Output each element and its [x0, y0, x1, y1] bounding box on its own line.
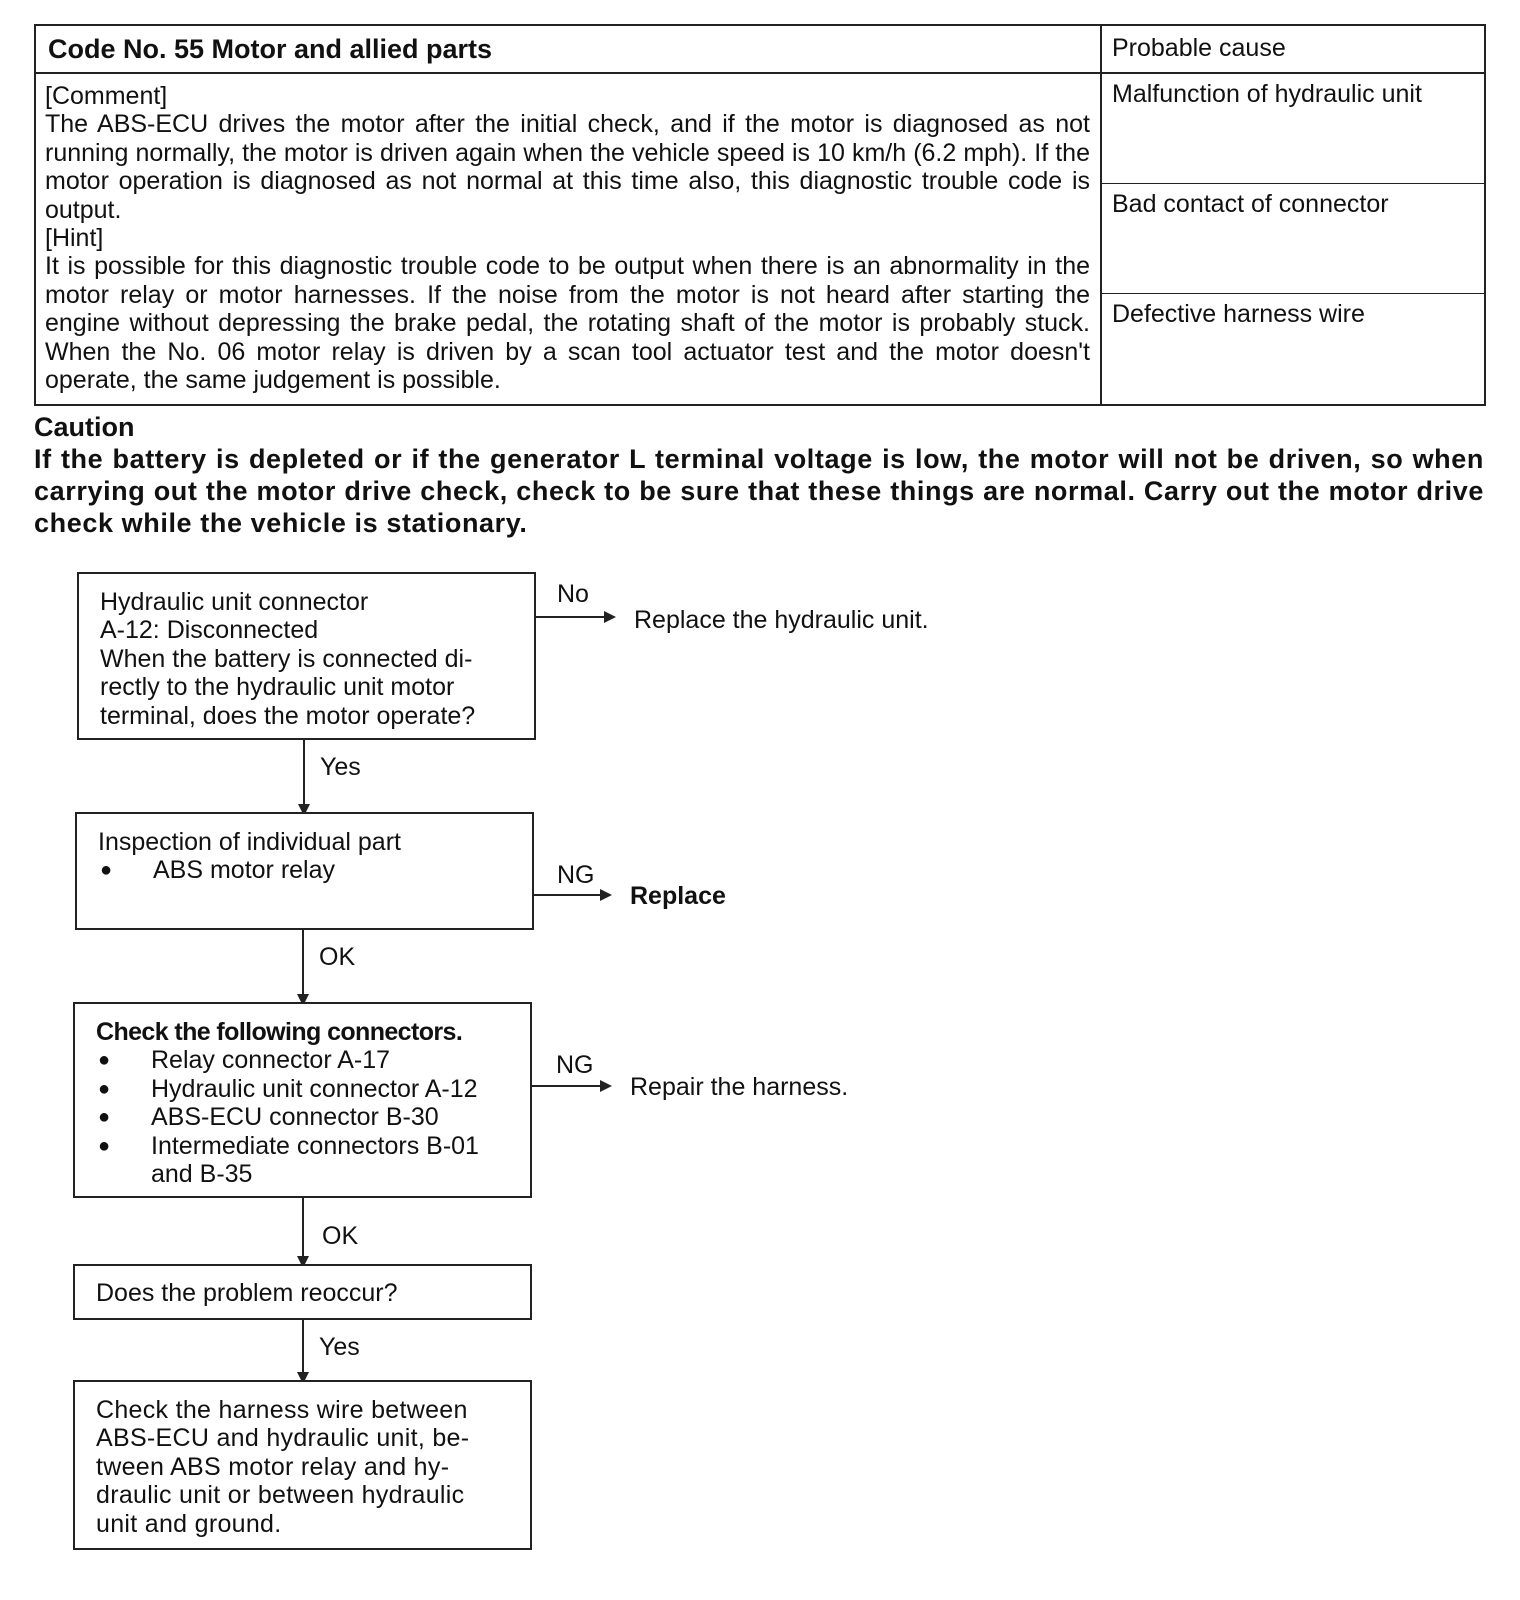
probable-cause-item: Defective harness wire [1112, 300, 1365, 328]
step1-no-result: Replace the hydraulic unit. [634, 606, 929, 634]
step5-line: draulic unit or between hydraulic [96, 1481, 465, 1510]
step5-line: ABS-ECU and hydraulic unit, be- [96, 1424, 470, 1453]
step2-box [75, 812, 534, 930]
step5-box [73, 1380, 532, 1550]
diagnostic-table [34, 24, 1486, 406]
hint-heading: [Hint] [45, 224, 104, 253]
step1-yes-arrow [303, 740, 305, 812]
probable-cause-item: Bad contact of connector [1102, 184, 1484, 294]
step4-yes-label: Yes [319, 1333, 360, 1361]
step3-title: Check the following connectors. [96, 1018, 463, 1046]
step3-ng-arrow [532, 1085, 608, 1087]
step2-item: ● ABS motor relay [98, 856, 518, 884]
comment-cell [36, 74, 1102, 404]
step2-ng-arrow [534, 894, 608, 896]
step5-line: unit and ground. [96, 1509, 282, 1538]
step4-text: Does the problem reoccur? [96, 1279, 398, 1307]
step1-line: A-12: Disconnected [100, 616, 319, 645]
step1-line: Hydraulic unit connector [100, 588, 369, 616]
step1-no-arrow [536, 616, 612, 618]
step3-item: ● ABS-ECU connector B-30 [96, 1103, 516, 1131]
step3-ng-label: NG [556, 1051, 594, 1079]
step2-ok-label: OK [319, 943, 356, 971]
step2-ng-label: NG [557, 861, 595, 889]
comment-heading: [Comment] [45, 82, 168, 110]
caution-block [34, 411, 1484, 539]
step1-no-label: No [557, 580, 589, 608]
step3-ok-label: OK [322, 1222, 359, 1250]
step3-item: ● Relay connector A-17 [96, 1046, 516, 1074]
hint-text: It is possible for this diagnostic trouble code to be output when there is an abnormality in the motor relay or motor harnesses. If the noise from the motor is not heard after starting the engine without depressing the brake pedal, the rotating shaft of the motor is probably stuck. When the No. 06 motor relay is driven by a scan tool actuator test and the motor doesn't operate, the same judgement is possible. [45, 252, 1090, 395]
step3-ng-result: Repair the harness. [630, 1073, 849, 1101]
comment-text: The ABS-ECU drives the motor after the initial check, and if the motor is diagnosed as not running normally, the motor is driven again when the vehicle speed is 10 km/h (6.2 mph). If the motor operation is diagnosed as not normal at this time also, this diagnostic trouble code is output. [45, 110, 1090, 224]
caution-text: If the battery is depleted or if the generator L terminal voltage is low, the motor will not be driven, so when carrying out the motor drive check, check to be sure that these things are normal. Carry out the motor drive check while the vehicle is stationary. [34, 444, 1484, 538]
step1-yes-label: Yes [320, 753, 361, 781]
probable-cause-item: Malfunction of hydraulic unit [1102, 74, 1484, 184]
step2-title: Inspection of individual part [98, 828, 401, 856]
step3-ok-arrow [302, 1198, 304, 1264]
step1-line: rectly to the hydraulic unit motor [100, 673, 455, 702]
step5-line: tween ABS motor relay and hy- [96, 1452, 450, 1481]
probable-cause-header: Probable cause [1102, 26, 1484, 74]
step2-ok-arrow [302, 930, 304, 1002]
table-title: Code No. 55 Motor and allied parts [36, 26, 1102, 74]
step4-box [73, 1264, 532, 1320]
step2-ng-result: Replace [630, 882, 726, 910]
step3-box [73, 1002, 532, 1198]
step3-item: ● Hydraulic unit connector A-12 [96, 1075, 516, 1103]
caution-title: Caution [34, 412, 135, 442]
step1-box [77, 572, 536, 740]
step4-yes-arrow [302, 1320, 304, 1380]
step3-item: ● Intermediate connectors B-01 and B-35 [96, 1132, 516, 1189]
step1-line: When the battery is connected di- [100, 644, 473, 673]
step1-line: terminal, does the motor operate? [100, 701, 476, 730]
step5-line: Check the harness wire between [96, 1396, 468, 1424]
